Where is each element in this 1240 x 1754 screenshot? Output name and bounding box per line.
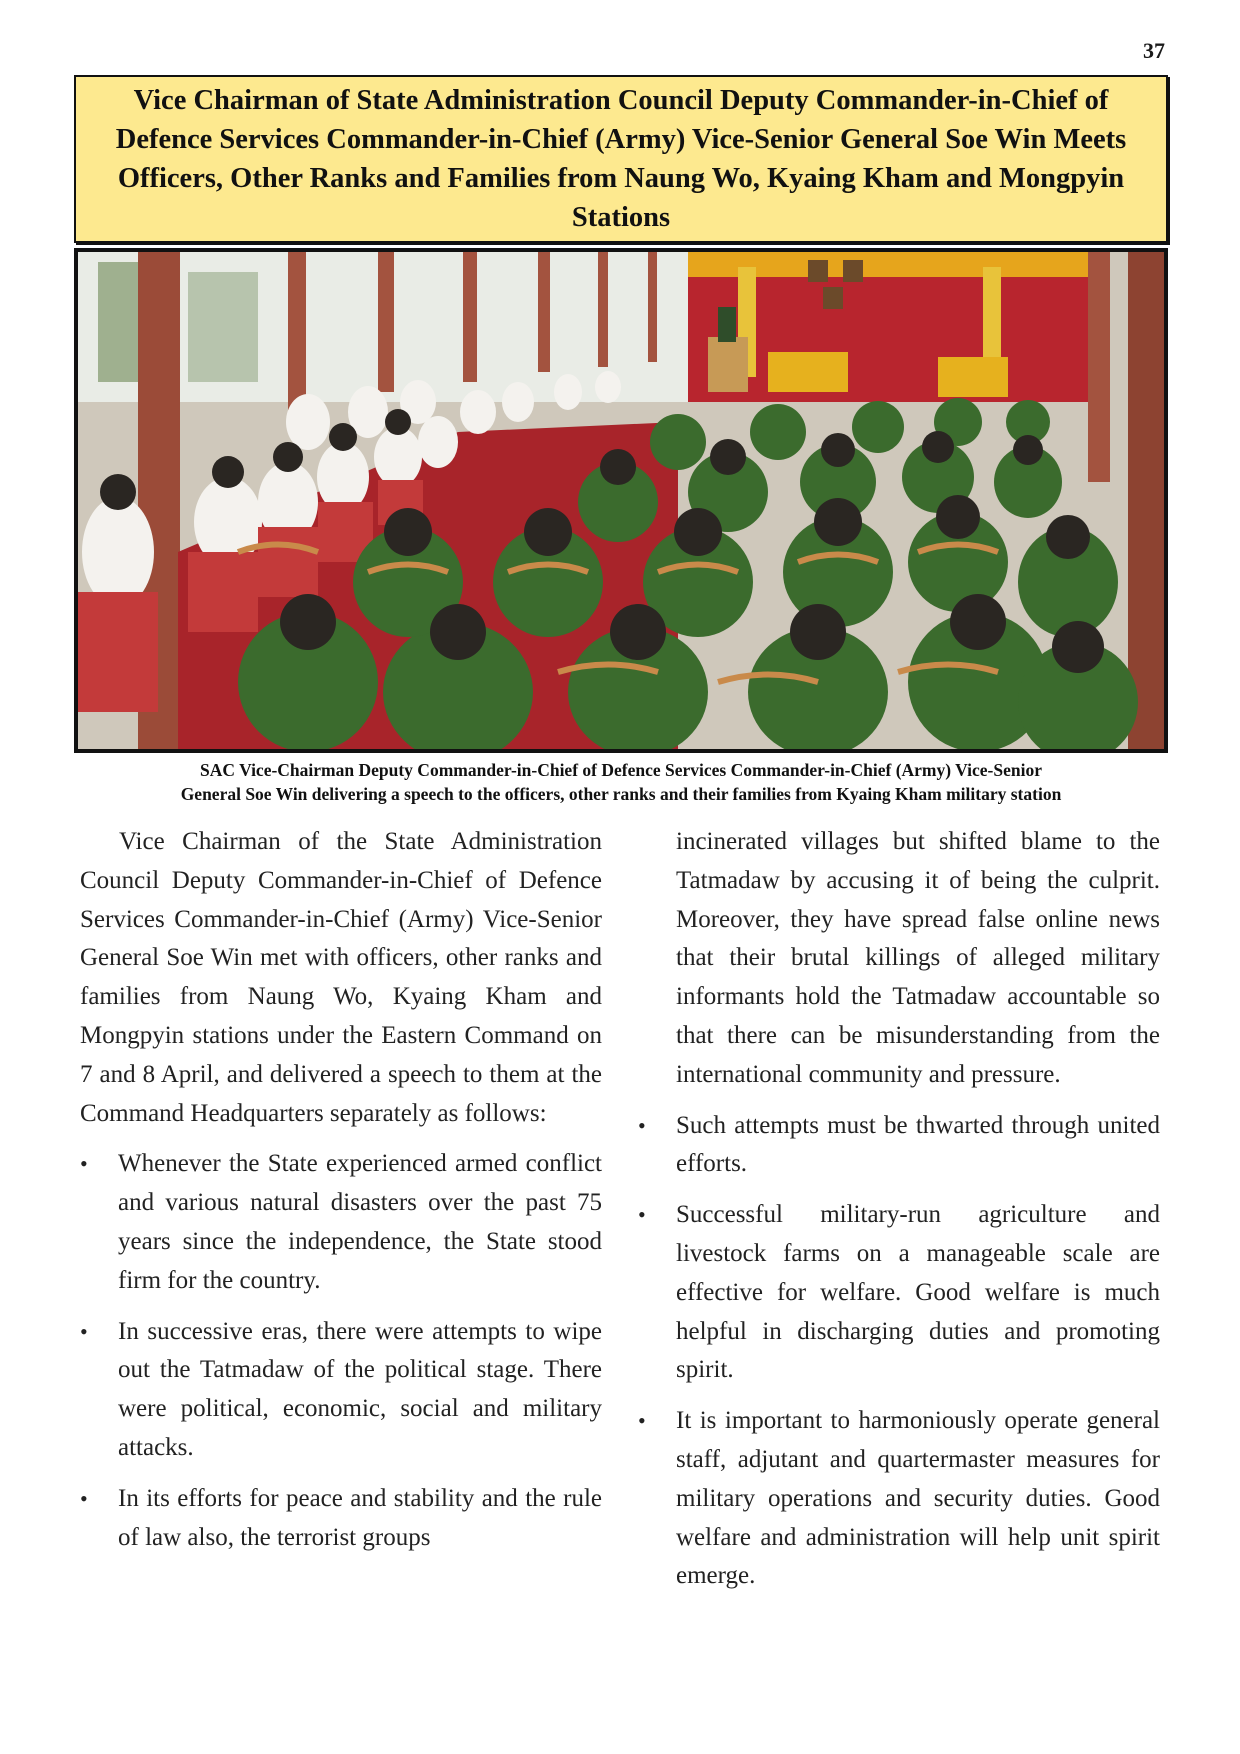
caption-line-1: SAC Vice-Chairman Deputy Commander-in-Chief of Defence Services Commander-in-Chief (Army) Vice-Senior: [200, 760, 1042, 780]
list-item: [80, 1145, 602, 1300]
article-title-box: [74, 75, 1168, 243]
bullet-text: Whenever the State experienced armed conflict and various natural disasters over the past 75 years since the independence, the State stood firm for the country.: [118, 1150, 602, 1294]
intro-paragraph: Vice Chairman of the State Administration Council Deputy Commander-in-Chief of Defence Services Commander-in-Chief (Army) Vice-Senior General Soe Win met with officers, other ranks and families from Naung Wo, Kyaing Kham and Mongpyin stations under the Eastern Command on 7 and 8 April, and delivered a speech to them at the Command Headquarters separately as follows:: [80, 828, 602, 1127]
bullet-list-left: [80, 1145, 602, 1557]
bullet-icon: •: [638, 1202, 646, 1228]
bullet-icon: •: [80, 1151, 88, 1177]
list-item: [80, 1313, 602, 1468]
bullet-icon: •: [638, 1112, 646, 1138]
text-column-left: [80, 823, 602, 1557]
caption-line-2: General Soe Win delivering a speech to the officers, other ranks and their families from Kyaing Kham military station: [180, 784, 1062, 804]
bullet-text: In successive eras, there were attempts to wipe out the Tatmadaw of the political stage. There were political, economic, social and military attacks.: [118, 1317, 602, 1461]
bullet-icon: •: [638, 1408, 646, 1434]
bullet-icon: •: [80, 1485, 88, 1511]
text-column-right: [638, 823, 1160, 1596]
photo-caption: [74, 758, 1168, 806]
photo-meeting-hall-icon: [78, 252, 1164, 749]
bullet-list-right: [638, 1107, 1160, 1597]
list-item: [638, 1402, 1160, 1596]
bullet-continuation: incinerated villages but shifted blame to the Tatmadaw by accusing it of being the culprit. Moreover, they have spread false online news that their brutal killings of alleged military informants hold the Tatmadaw accountable so that there can be misunderstanding from the international community and pressure.: [676, 828, 1160, 1088]
list-item: [638, 1196, 1160, 1390]
article-photo: [74, 248, 1168, 753]
list-item: [638, 1107, 1160, 1185]
article-title: Vice Chairman of State Administration Council Deputy Commander-in-Chief of Defence Services Commander-in-Chief (Army) Vice-Senior General Soe Win Meets Officers, Other Ranks and Families from Naung Wo, Kyaing Kham and Mongpyin Stations: [115, 85, 1127, 233]
bullet-icon: •: [80, 1318, 88, 1344]
bullet-text: Such attempts must be thwarted through united efforts.: [676, 1111, 1160, 1178]
list-item: [80, 1480, 602, 1558]
bullet-text: Successful military-run agriculture and livestock farms on a manageable scale are effective for welfare. Good welfare is much helpful in discharging duties and promoting spirit.: [676, 1201, 1160, 1384]
page-number: 37: [1143, 38, 1165, 63]
bullet-text: It is important to harmoniously operate general staff, adjutant and quartermaster measures for military operations and security duties. Good welfare and administration will help unit spirit emerge.: [676, 1407, 1160, 1590]
bullet-text: In its efforts for peace and stability and the rule of law also, the terrorist groups: [118, 1484, 602, 1551]
